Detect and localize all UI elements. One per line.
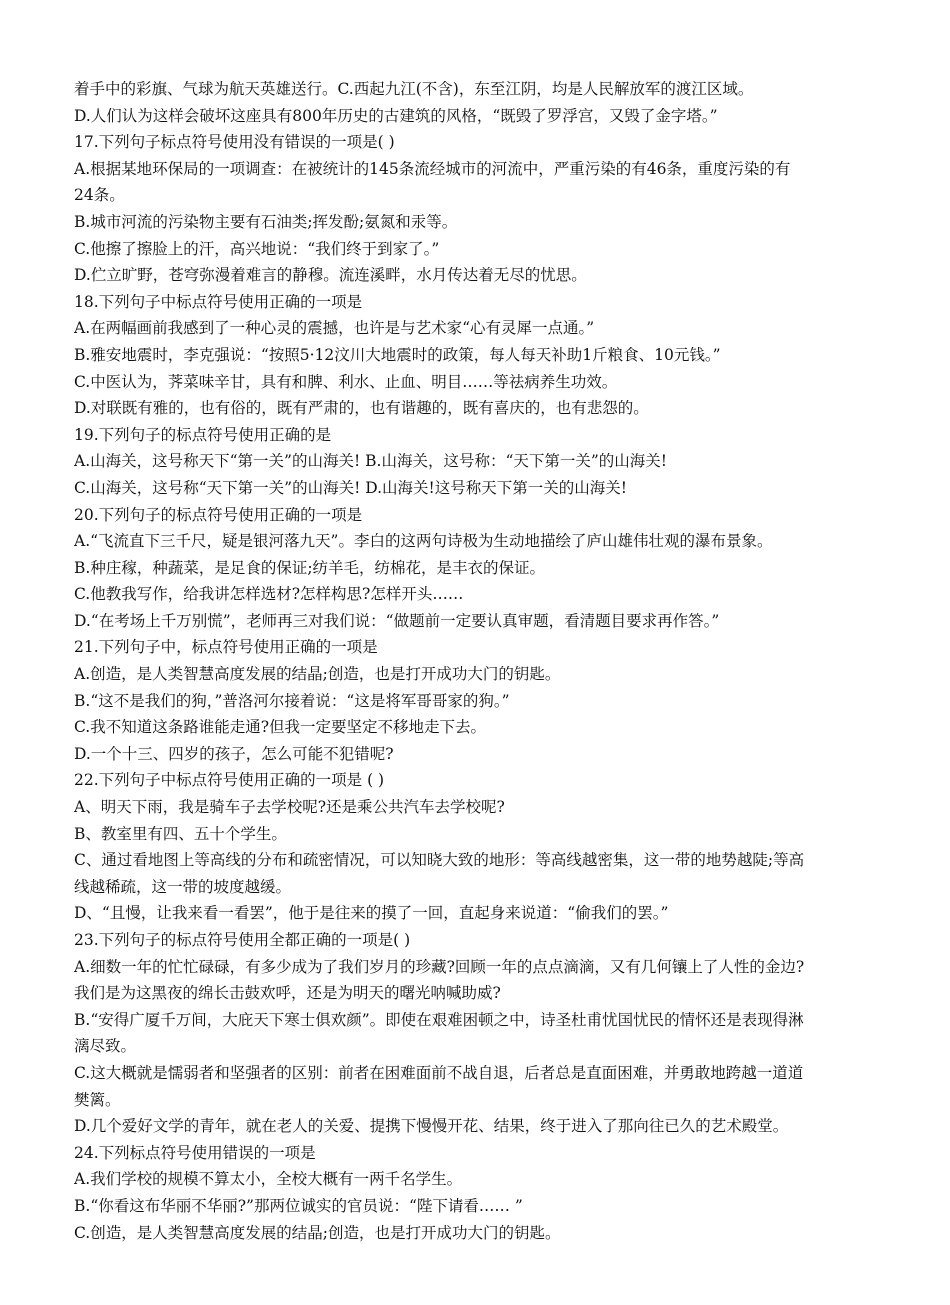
question-heading: 24.下列标点符号使用错误的一项是 (74, 1143, 316, 1162)
text-line: 着手中的彩旗、气球为航天英雄送行。C.西起九江(不含)，东至江阴，均是人民解放军的渡江区域。 (74, 80, 754, 98)
text-line: 樊篱。 (74, 1090, 121, 1109)
text-line: C.山海关，这号称“天下第一关”的山海关! D.山海关!这号称天下第一关的山海关! (74, 478, 627, 497)
text-line: B、教室里有四、五十个学生。 (74, 824, 287, 843)
question-heading: 20.下列句子的标点符号使用正确的一项是 (74, 505, 363, 524)
text-line: B.“这不是我们的狗，”普洛河尔接着说：“这是将军哥哥家的狗。” (74, 691, 510, 710)
text-line: C.创造，是人类智慧高度发展的结晶;创造，也是打开成功大门的钥匙。 (74, 1223, 561, 1242)
text-line: B.种庄稼，种蔬菜，是足食的保证;纺羊毛，纺棉花，是丰衣的保证。 (74, 558, 546, 577)
text-line: C.中医认为，荠菜味辛甘，具有和脾、利水、止血、明目……等祛病养生功效。 (74, 372, 618, 391)
text-line: D.人们认为这样会破坏这座具有800年历史的古建筑的风格，“既毁了罗浮宫，又毁了金字塔。” (74, 106, 718, 125)
question-heading: 17.下列句子标点符号使用没有错误的一项是( ) (74, 133, 395, 152)
text-line: C.他擦了擦脸上的汗，高兴地说：“我们终于到家了。” (74, 239, 440, 258)
text-line: C.他教我写作，给我讲怎样选材?怎样构思?怎样开头…… (74, 585, 464, 604)
text-line: B.“你看这布华丽不华丽?”那两位诚实的官员说：“陛下请看…… ” (74, 1196, 523, 1215)
text-line: A.山海关，这号称天下“第一关”的山海关! B.山海关，这号称：“天下第一关”的山海关! (74, 452, 668, 471)
text-line: C.我不知道这条路谁能走通?但我一定要坚定不移地走下去。 (74, 718, 487, 737)
text-line: D、“且慢，让我来看一看罢”，他于是往来的摸了一回，直起身来说道：“偷我们的罢。” (74, 904, 669, 923)
text-line: 24条。 (74, 186, 125, 205)
text-line: D.“在考场上千万别慌”，老师再三对我们说：“做题前一定要认真审题，看清题目要求再作答。” (74, 611, 720, 630)
text-line: 线越稀疏，这一带的坡度越缓。 (74, 877, 292, 896)
question-heading: 21.下列句子中，标点符号使用正确的一项是 (74, 638, 378, 657)
text-line: B.城市河流的污染物主要有石油类;挥发酚;氨氮和汞等。 (74, 212, 458, 231)
text-line: A.创造，是人类智慧高度发展的结晶;创造，也是打开成功大门的钥匙。 (74, 665, 561, 684)
text-line: B.雅安地震时，李克强说：“按照5·12汶川大地震时的政策，每人每天补助1斤粮食、10元钱。” (74, 345, 721, 364)
question-heading: 22.下列句子中标点符号使用正确的一项是 ( ) (74, 771, 385, 790)
text-line: A.在两幅画前我感到了一种心灵的震撼，也许是与艺术家“心有灵犀一点通。” (74, 319, 595, 338)
text-line: B.“安得广厦千万间，大庇天下寒士俱欢颜”。即使在艰难困顿之中，诗圣杜甫忧国忧民的情怀还是表现得淋 (74, 1010, 804, 1029)
text-line: D.一个十三、四岁的孩子，怎么可能不犯错呢? (74, 744, 394, 763)
question-heading: 23.下列句子的标点符号使用全都正确的一项是( ) (74, 931, 411, 949)
text-line: C、通过看地图上等高线的分布和疏密情况，可以知晓大致的地形：等高线越密集，这一带的地势越陡;等高 (74, 851, 805, 870)
question-heading: 19.下列句子的标点符号使用正确的是 (74, 425, 332, 444)
text-line: A.细数一年的忙忙碌碌，有多少成为了我们岁月的珍藏?回顾一年的点点滴滴，又有几何镶上了人性的金边? (74, 957, 805, 976)
text-line: 漓尽致。 (74, 1037, 137, 1056)
text-line: C.这大概就是懦弱者和坚强者的区别：前者在困难面前不战自退，后者总是直面困难，并勇敢地跨越一道道 (74, 1063, 804, 1082)
text-line: D.对联既有雅的，也有俗的，既有严肃的，也有谐趣的，既有喜庆的，也有悲怨的。 (74, 399, 649, 418)
question-heading: 18.下列句子中标点符号使用正确的一项是 (74, 292, 363, 311)
text-line: A.根据某地环保局的一项调查：在被统计的145条流经城市的河流中，严重污染的有46条，重度污染的有 (74, 159, 791, 178)
text-line: D.伫立旷野，苍穹弥漫着难言的静穆。流连溪畔，水月传达着无尽的忧思。 (74, 266, 587, 285)
text-line: 我们是为这黑夜的绵长击鼓欢呼，还是为明天的曙光呐喊助威? (74, 984, 501, 1003)
text-line: A、明天下雨，我是骑车子去学校呢?还是乘公共汽车去学校呢? (74, 798, 505, 817)
text-line: A.我们学校的规模不算太小，全校大概有一两千名学生。 (74, 1170, 463, 1189)
text-line: A.“飞流直下三千尺，疑是银河落九天”。李白的这两句诗极为生动地描绘了庐山雄伟壮观的瀑布景象。 (74, 532, 773, 551)
text-line: D.几个爱好文学的青年，就在老人的关爱、提携下慢慢开花、结果，终于进入了那向往已久的艺术殿堂。 (74, 1117, 789, 1136)
